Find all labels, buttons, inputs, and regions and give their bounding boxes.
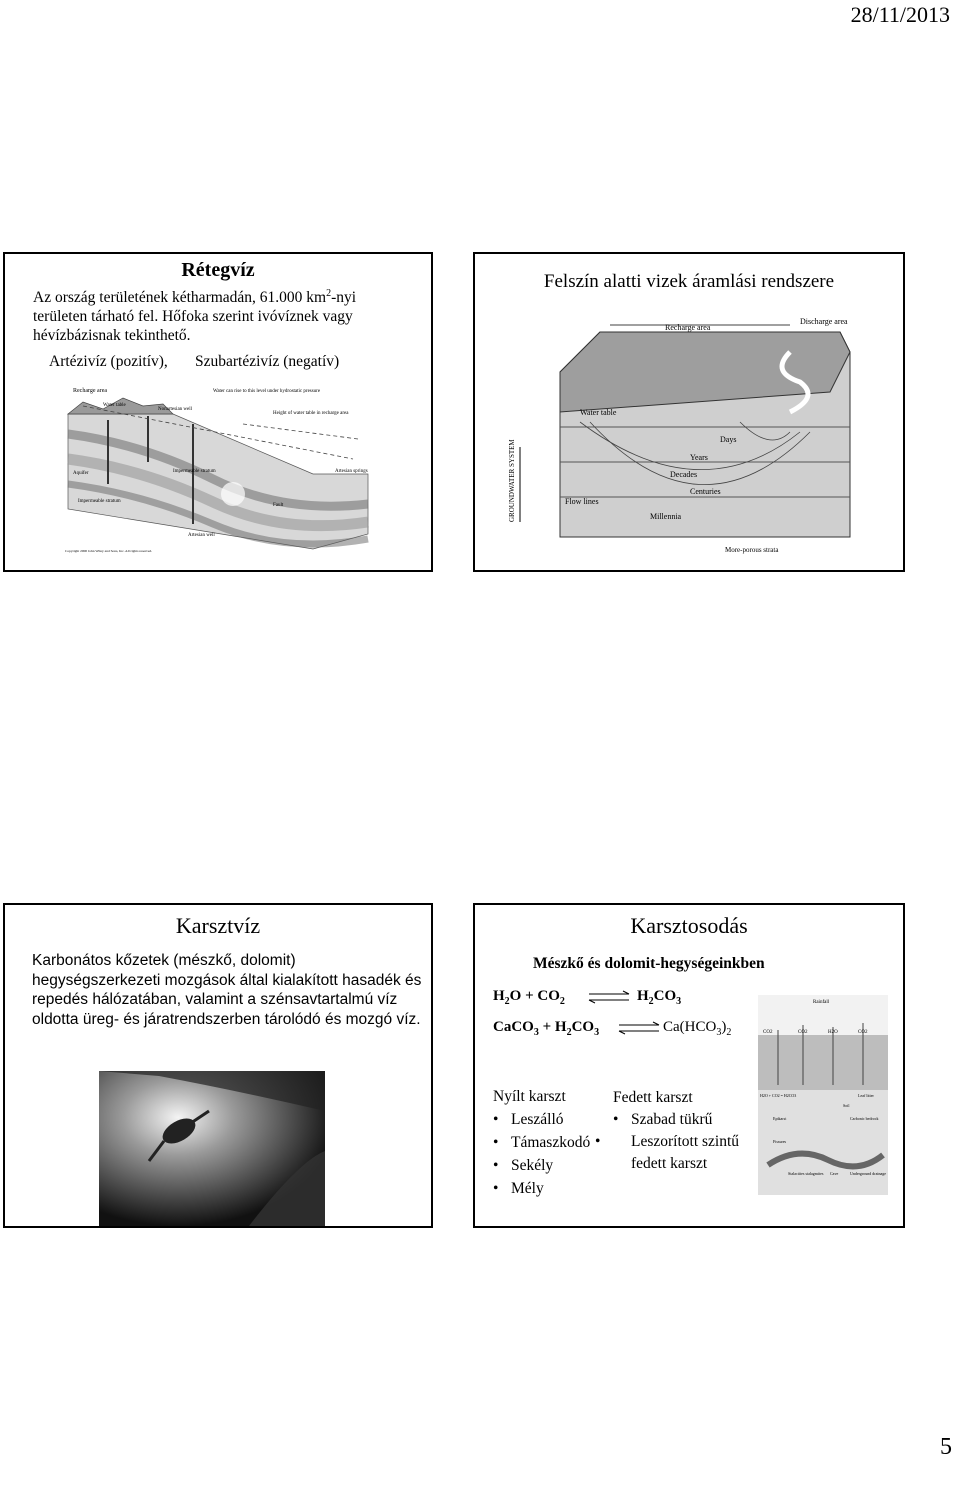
label-centuries: Centuries: [690, 487, 721, 496]
label-artesian-well: Artesian well: [188, 533, 215, 538]
label-water-table: Water table: [580, 408, 617, 417]
list-item: • Leszálló: [493, 1108, 590, 1131]
equation-h2o-co2: $H_2O + CO_2$: [493, 988, 565, 1007]
list-item: • Sekély: [493, 1154, 590, 1177]
label-impermeable-1: Impermeable stratum: [173, 469, 216, 474]
list-item: • Szabad tükrű: [613, 1109, 753, 1131]
label-leaf-litter: Leaf litter: [858, 1093, 874, 1098]
equilibrium-arrow-icon: [587, 990, 631, 1004]
slide-karsztviz: [3, 903, 433, 1228]
covered-karst-column: [613, 1087, 753, 1175]
label-artesian-springs: Artesian springs: [335, 469, 368, 474]
cave-diver-photo: [99, 1071, 325, 1226]
karst-process-diagram: [758, 995, 888, 1195]
label-water-rise: Water can rise to this level under hydrostatic pressure: [213, 389, 321, 394]
label-fissures: Fissures: [773, 1139, 787, 1144]
label-days: Days: [720, 435, 737, 444]
label-cave: Cave: [830, 1171, 839, 1176]
subartesian-label: Szubartézivíz (negatív): [195, 353, 340, 370]
equation-h2co3: $H_2CO_3$: [637, 988, 682, 1007]
list-item: • Leszorított szintű fedett karszt: [613, 1131, 753, 1175]
date-header: 28/11/2013: [850, 2, 950, 27]
label-epikarst: Epikarst: [773, 1116, 787, 1121]
label-co2-b: CO2: [798, 1030, 808, 1035]
page-number: 5: [940, 1434, 952, 1460]
label-flow-lines: Flow lines: [565, 497, 599, 506]
slide-body-text: [33, 284, 413, 345]
label-stalactites: Stalactites stalagmites: [788, 1171, 824, 1176]
label-rainfall: Rainfall: [813, 1000, 830, 1005]
equilibrium-arrow-icon-2: [617, 1021, 661, 1035]
label-nonartesian-well: Nonartesian well: [158, 407, 193, 412]
label-decades: Decades: [670, 470, 698, 479]
label-aquifer: Aquifer: [73, 471, 89, 476]
label-millennia: Millennia: [650, 512, 682, 521]
body-text-part1: Az ország területének kétharmadán, 61.000 km: [33, 289, 327, 307]
slide-karsztosodas: [473, 903, 905, 1228]
slide-retegviz: [3, 252, 433, 572]
slide-title: Felszín alatti vizek áramlási rendszere: [543, 271, 835, 292]
slide-subtitle: Mészkő és dolomit-hegységeinkben: [533, 955, 765, 972]
label-discharge-area: Discharge area: [800, 317, 848, 326]
open-karst-heading: Nyílt karszt: [493, 1088, 566, 1105]
label-impermeable-2: Impermeable stratum: [78, 499, 121, 504]
label-recharge-area: Recharge area: [665, 323, 711, 332]
label-years: Years: [690, 453, 708, 462]
slide-title: Rétegvíz: [181, 259, 255, 281]
label-height-water-table: Height of water table in recharge area: [273, 411, 349, 416]
open-karst-column: [493, 1085, 590, 1200]
body-text-part2: -nyi területen tárható fel. Hőfoka szerint ivóvíznek vagy hévízbázisnak tekinthető.: [33, 289, 357, 345]
label-co2-c: CO2: [858, 1030, 868, 1035]
artesian-well-diagram: [63, 384, 373, 554]
label-h2o: H2O: [828, 1030, 838, 1035]
label-fault: Fault: [273, 503, 284, 508]
label-underground: Underground drainage: [850, 1171, 887, 1176]
superscript: 2: [326, 288, 332, 299]
list-item: • Mély: [493, 1177, 590, 1200]
covered-karst-heading: Fedett karszt: [613, 1089, 693, 1106]
label-co2-a: CO2: [763, 1030, 773, 1035]
label-water-table: Water table: [103, 403, 126, 408]
label-reaction: H2O + CO2 = H2CO3: [760, 1093, 797, 1098]
label-groundwater-system: GROUNDWATER SYSTEM: [508, 439, 516, 522]
slide-title: Karsztosodás: [630, 913, 748, 938]
label-copyright: Copyright 2000 John Wiley and Sons, Inc. All rights reserved.: [65, 549, 153, 553]
equation-caco3: CaCO$_3$ + $H_2CO_3$: [493, 1019, 600, 1038]
label-more-porous: More-porous strata: [725, 546, 779, 554]
label-carbonic: Carbonic bedrock: [850, 1116, 879, 1121]
list-item: • Támaszkodó: [493, 1131, 590, 1154]
equation-caHCO3: $Ca(HCO_3)_2$: [663, 1019, 732, 1038]
label-recharge-area: Recharge area: [73, 388, 108, 394]
slide-title: Karsztvíz: [175, 913, 261, 938]
groundwater-flow-diagram: [500, 312, 890, 562]
slide-body-text: Karbonátos kőzetek (mészkő, dolomit) hegységszerkezeti mozgások által kialakított hasadék és repedés hálózatában, valamint a szénsavtartalmú víz oldotta üreg- és járatrendszerben tárolódó és mozgó víz.: [32, 952, 422, 1028]
artesian-label: Artézivíz (pozitív),: [49, 353, 168, 370]
slide-flow-systems: [473, 252, 905, 572]
label-soil: Soil: [843, 1103, 850, 1108]
